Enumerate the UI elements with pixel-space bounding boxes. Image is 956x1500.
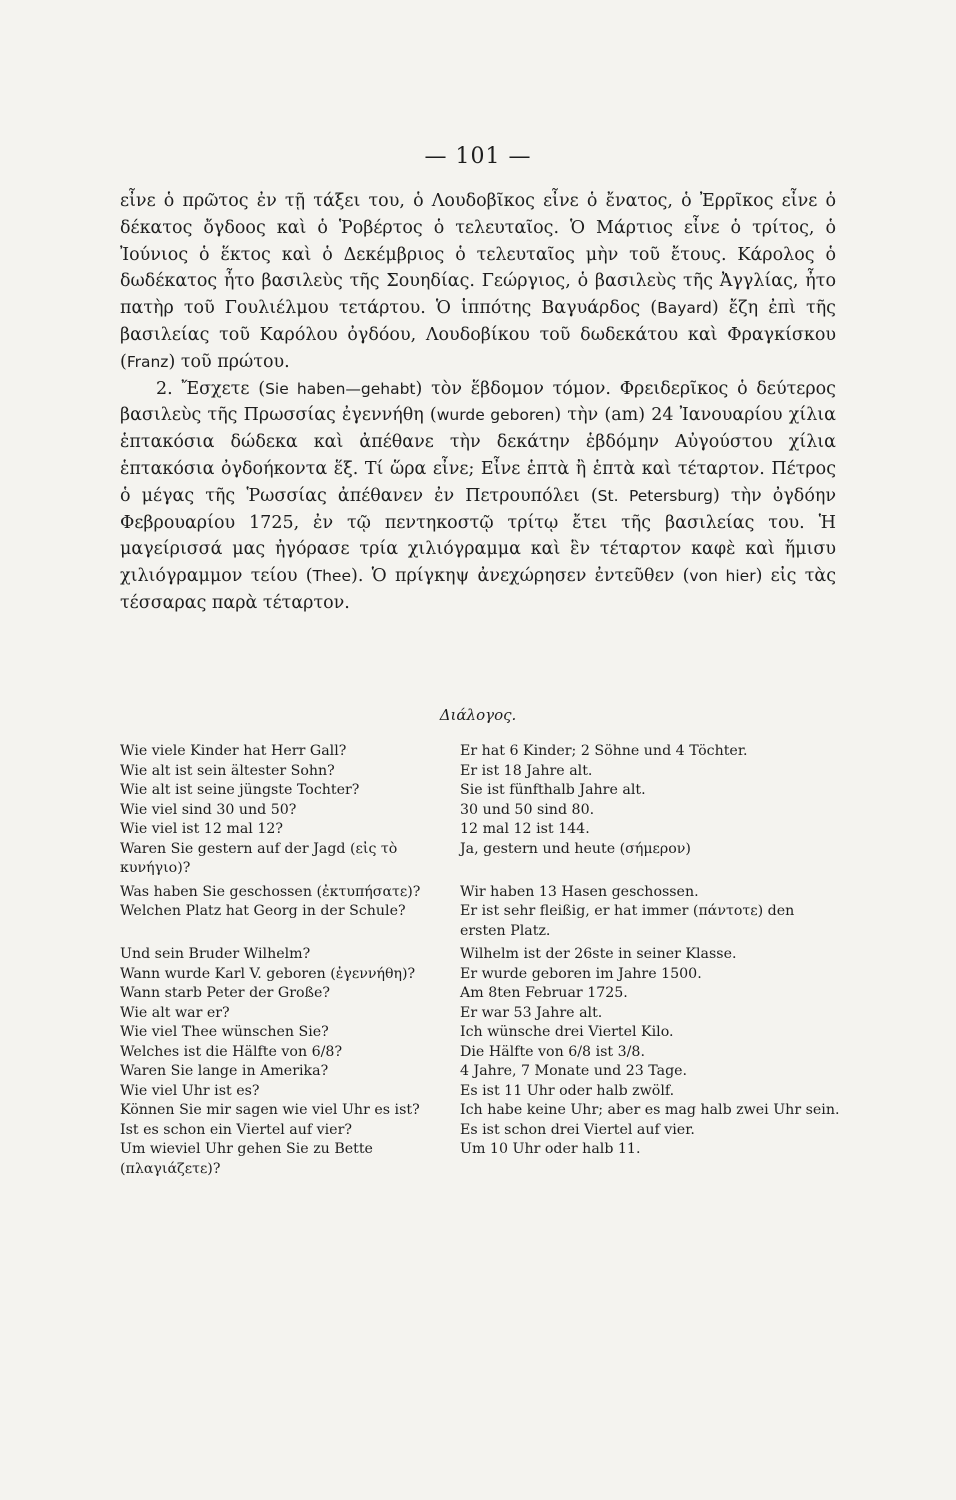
dialog-question: Wie viele Kinder hat Herr Gall?	[120, 743, 347, 759]
dialog-answer: Es ist schon drei Viertel auf vier.	[460, 1121, 695, 1138]
dialog-question: Welchen Platz hat Georg in der Schule?	[120, 903, 406, 919]
dialog-question: Ist es schon ein Viertel auf vier?	[120, 1121, 352, 1138]
dialog-answer: Um 10 Uhr oder halb 11.	[460, 1141, 641, 1157]
dialog-question: Wie viel Uhr ist es?	[120, 1082, 260, 1099]
dialog-row	[120, 742, 840, 762]
dialog-answer: Ja, gestern und heute (σήμερον)	[460, 840, 691, 857]
dialog-answer: 30 und 50 sind 80.	[460, 801, 595, 818]
dialog-row	[120, 1121, 840, 1141]
german-gloss: wurde geboren	[436, 406, 555, 425]
dialog-title: Διάλογος.	[439, 706, 517, 724]
dialog-question: Wann starb Peter der Große?	[120, 985, 331, 1001]
german-gloss: Franz	[126, 352, 169, 371]
greek-exercise-text	[120, 188, 836, 617]
dialog-question: Wie viel ist 12 mal 12?	[120, 821, 283, 837]
dialog-row	[120, 984, 840, 1004]
paragraph-1: εἶνε ὁ πρῶτος ἐν τῇ τάξει του, ὁ Λουδοβῖκος εἶνε ὁ ἔνατος, ὁ Ἐρρῖκος εἶνε ὁ δέκατος ὄγδοος καὶ ὁ Ῥοβέρτος ὁ τελευταῖος. Ὁ Μάρτιος εἶνε ὁ τρίτος, ὁ Ἰούνιος ὁ ἕκτος καὶ ὁ Δεκέμβριος ὁ τελευταῖος μὴν τοῦ ἔτους. Κάρολος ὁ δωδέκατος ἦτο βασιλεὺς τῆς Σουηδίας. Γεώργιος, ὁ βασιλεὺς τῆς Ἀγγλίας, ἦτο πατὴρ τοῦ Γουλιέλμου τετάρτου. Ὁ ἱππότης Βαγυάρδος (Bayard) ἔζη ἐπὶ τῆς βασιλείας τοῦ Καρόλου ὀγδόου, Λουδοβίκου τοῦ δωδεκάτου καὶ Φραγκίσκου (Franz) τοῦ πρώτου.	[120, 191, 836, 372]
dialog-row	[120, 1082, 840, 1102]
dialog-question: Welches ist die Hälfte von 6/8?	[120, 1043, 343, 1060]
dialog-answer: 4 Jahre, 7 Monate und 23 Tage.	[460, 1063, 688, 1079]
dialog-question: Wie alt ist seine jüngste Tochter?	[120, 782, 360, 798]
dialog-answer: Die Hälfte von 6/8 ist 3/8.	[460, 1043, 645, 1060]
dialog-answer: Er ist 18 Jahre alt.	[460, 762, 593, 779]
dialog-row	[120, 1062, 840, 1082]
dialog-answer: Er hat 6 Kinder; 2 Söhne und 4 Töchter.	[460, 743, 748, 759]
dialog-question: Können Sie mir sagen wie viel Uhr es ist?	[120, 1102, 420, 1118]
dialog-row	[120, 820, 840, 840]
dialog-question: Waren Sie gestern auf der Jagd (εἰς τὸ κυνήγιο)?	[120, 840, 398, 876]
dialog-answer: Wir haben 13 Hasen geschossen.	[460, 883, 699, 900]
dialog-answer: Sie ist fünfthalb Jahre alt.	[460, 782, 646, 798]
dialog-answer: Am 8ten Februar 1725.	[460, 985, 628, 1001]
dialog-row	[120, 781, 840, 801]
dialog-answer: Ich habe keine Uhr; aber es mag halb zwei Uhr sein.	[460, 1102, 840, 1118]
dialog-question: Um wieviel Uhr gehen Sie zu Bette (πλαγιάζετε)?	[120, 1141, 373, 1177]
dialog-row	[120, 1043, 840, 1063]
dialog-row	[120, 902, 840, 941]
dialog-question: Wann wurde Karl V. geboren (ἐγεννήθη)?	[120, 965, 416, 982]
dialog-answer: Ich wünsche drei Viertel Kilo.	[460, 1024, 674, 1040]
page-number: — 101 —	[424, 144, 532, 169]
german-gloss: von hier	[689, 567, 756, 586]
german-gloss: Sie haben—gehabt	[265, 379, 416, 398]
german-gloss: Bayard	[657, 299, 712, 318]
dialog-answer: Es ist 11 Uhr oder halb zwölf.	[460, 1082, 675, 1099]
dialog-question: Waren Sie lange in Amerika?	[120, 1063, 329, 1079]
dialog-table	[120, 742, 840, 1179]
dialog-question: Wie viel sind 30 und 50?	[120, 801, 297, 818]
dialog-row	[120, 801, 840, 821]
dialog-row	[120, 1140, 840, 1179]
dialog-question: Wie alt war er?	[120, 1004, 230, 1021]
dialog-row	[120, 883, 840, 903]
dialog-answer: Er war 53 Jahre alt.	[460, 1004, 603, 1021]
paragraph-2: 2. Ἔσχετε (Sie haben—gehabt) τὸν ἕβδομον τόμον. Φρειδερῖκος ὁ δεύτερος βασιλεὺς τῆς Πρωσσίας ἐγεννήθη (wurde geboren) τὴν (am) 24 Ἰανουαρίου χίλια ἑπτακόσια δώδεκα καὶ ἀπέθανε τὴν δεκάτην ἑβδόμην Αὐγούστου χίλια ἑπτακόσια ὀγδοήκοντα ἕξ. Τί ὥρα εἶνε; Εἶνε ἑπτὰ ἢ ἑπτὰ καὶ τέταρτον. Πέτρος ὁ μέγας τῆς Ῥωσσίας ἀπέθανεν ἐν Πετρουπόλει (St. Petersburg) τὴν ὀγδόην Φεβρουαρίου 1725, ἐν τῷ πεντηκοστῷ τρίτῳ ἔτει τῆς βασιλείας του. Ἡ μαγείρισσά μας ἠγόρασε τρία χιλιόγραμμα καὶ ἓν τέταρτον καφὲ καὶ ἥμισυ χιλιόγραμμον τείου (Thee). Ὁ πρίγκηψ ἀνεχώρησεν ἐντεῦθεν (von hier) εἰς τὰς τέσσαρας παρὰ τέταρτον.	[120, 378, 836, 613]
german-gloss: St. Petersburg	[597, 486, 713, 505]
dialog-answer: 12 mal 12 ist 144.	[460, 821, 590, 837]
dialog-row	[120, 945, 840, 965]
dialog-answer: Er wurde geboren im Jahre 1500.	[460, 965, 702, 982]
dialog-row	[120, 1101, 840, 1121]
dialog-row	[120, 965, 840, 985]
dialog-row	[120, 762, 840, 782]
dialog-question: Was haben Sie geschossen (ἐκτυπήσατε)?	[120, 883, 421, 900]
dialog-question: Wie alt ist sein ältester Sohn?	[120, 762, 335, 779]
dialog-row	[120, 840, 840, 879]
dialog-answer: Wilhelm ist der 26ste in seiner Klasse.	[460, 946, 737, 962]
dialog-row	[120, 1023, 840, 1043]
dialog-row	[120, 1004, 840, 1024]
dialog-answer: Er ist sehr fleißig, er hat immer (πάντοτε) den ersten Platz.	[460, 903, 795, 939]
dialog-question: Wie viel Thee wünschen Sie?	[120, 1024, 329, 1040]
dialog-question: Und sein Bruder Wilhelm?	[120, 946, 311, 962]
german-gloss: Thee	[312, 567, 351, 586]
